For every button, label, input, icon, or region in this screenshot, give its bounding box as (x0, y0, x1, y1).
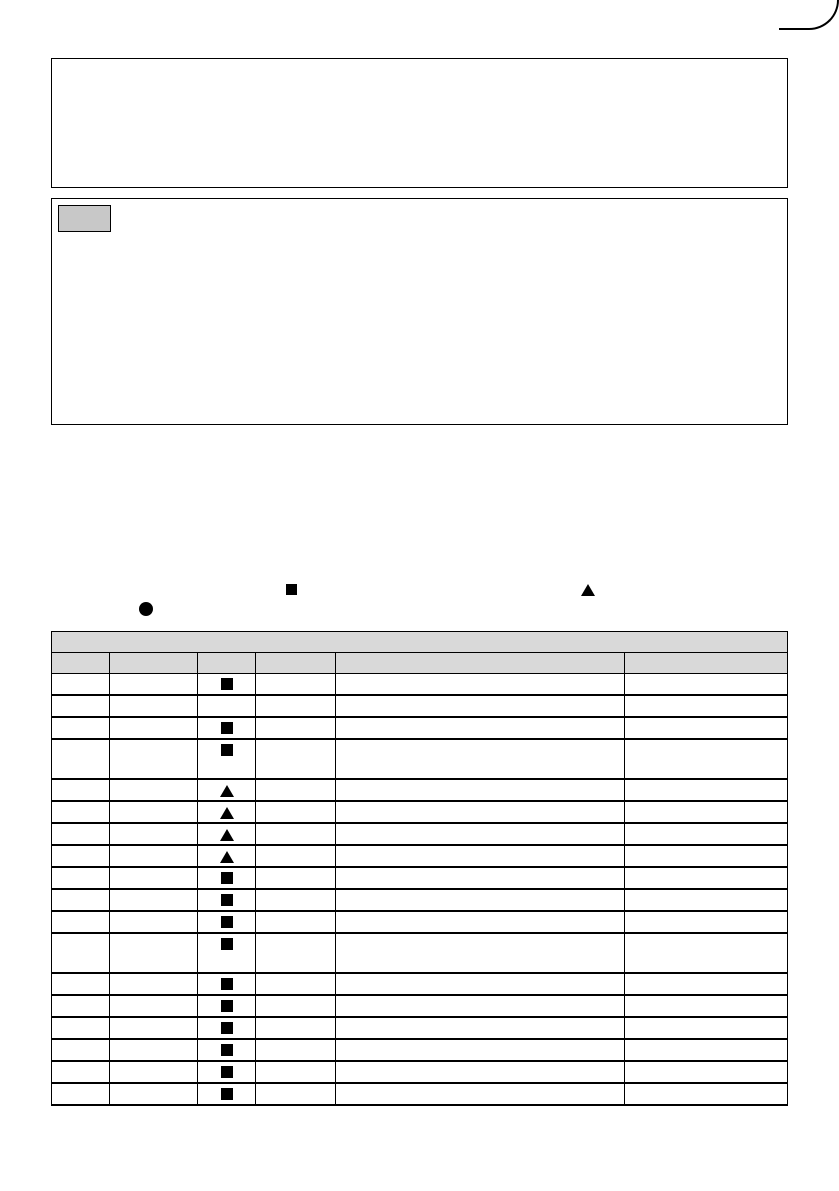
table-cell (52, 695, 110, 717)
table-cell (625, 695, 788, 717)
table-cell (198, 889, 256, 911)
table-cell (256, 1083, 336, 1105)
table-cell (625, 739, 788, 779)
table-cell (336, 995, 625, 1017)
table-cell (336, 1017, 625, 1039)
table-cell (336, 823, 625, 845)
table-cell (256, 933, 336, 973)
table-cell (625, 867, 788, 889)
table-cell (52, 1039, 110, 1061)
table-cell (198, 1083, 256, 1105)
table-cell (256, 674, 336, 696)
table-cell (52, 674, 110, 696)
table-cell (198, 933, 256, 973)
table-cell (52, 1017, 110, 1039)
table-row (52, 823, 788, 845)
table-row (52, 801, 788, 823)
square-icon (221, 1044, 233, 1056)
square-icon (221, 1022, 233, 1034)
table-row (52, 739, 788, 779)
table-cell (625, 717, 788, 739)
table-cell (52, 779, 110, 801)
table-cell (110, 1083, 198, 1105)
table-cell (256, 779, 336, 801)
header-cell (336, 653, 625, 674)
table-cell (110, 867, 198, 889)
table-cell (110, 845, 198, 867)
table-cell (198, 1039, 256, 1061)
table-cell (625, 933, 788, 973)
table-cell (198, 1017, 256, 1039)
table-cell (198, 695, 256, 717)
table-cell (52, 889, 110, 911)
table-cell (110, 801, 198, 823)
table-cell (625, 801, 788, 823)
header-cell (52, 653, 110, 674)
table-cell (110, 717, 198, 739)
table-cell (256, 867, 336, 889)
table-cell (256, 973, 336, 995)
table-cell (110, 779, 198, 801)
table-cell (198, 867, 256, 889)
triangle-icon (220, 851, 234, 863)
square-icon (221, 938, 233, 950)
table-cell (256, 1039, 336, 1061)
table-cell (336, 739, 625, 779)
table-row (52, 889, 788, 911)
square-icon (221, 1088, 233, 1100)
corner-fold-mark (779, 0, 839, 30)
table-cell (256, 739, 336, 779)
table-title-cell (52, 632, 788, 653)
table-cell (52, 823, 110, 845)
table-cell (256, 823, 336, 845)
table-cell (256, 995, 336, 1017)
table-cell (336, 1039, 625, 1061)
table-cell (110, 911, 198, 933)
table-row (52, 867, 788, 889)
table-cell (198, 1061, 256, 1083)
table-cell (110, 695, 198, 717)
table-cell (336, 801, 625, 823)
info-box (51, 58, 788, 188)
table-cell (110, 1039, 198, 1061)
square-icon (221, 894, 233, 906)
square-icon (221, 722, 233, 734)
table-cell (336, 889, 625, 911)
table-cell (625, 995, 788, 1017)
table-row (52, 973, 788, 995)
table-cell (52, 911, 110, 933)
table-cell (625, 1039, 788, 1061)
table-cell (198, 973, 256, 995)
table-cell (198, 739, 256, 779)
table-cell (110, 823, 198, 845)
table-cell (336, 674, 625, 696)
table-header-row (52, 653, 788, 674)
table-row (52, 1083, 788, 1105)
table-row (52, 933, 788, 973)
table-cell (625, 973, 788, 995)
table-cell (52, 995, 110, 1017)
table-cell (625, 779, 788, 801)
table-cell (336, 1061, 625, 1083)
table-body (52, 674, 788, 1106)
table-cell (256, 695, 336, 717)
table-row (52, 1061, 788, 1083)
table-cell (336, 695, 625, 717)
table-cell (256, 889, 336, 911)
table-cell (625, 889, 788, 911)
table-cell (625, 823, 788, 845)
table-row (52, 845, 788, 867)
table-row (52, 995, 788, 1017)
square-icon (221, 978, 233, 990)
table-cell (625, 911, 788, 933)
table-cell (256, 801, 336, 823)
table-cell (52, 801, 110, 823)
table-cell (336, 867, 625, 889)
table-cell (198, 779, 256, 801)
table-cell (110, 973, 198, 995)
table-cell (52, 845, 110, 867)
table-cell (256, 845, 336, 867)
table-cell (336, 845, 625, 867)
table-cell (625, 1061, 788, 1083)
legend-square-icon (286, 584, 297, 595)
table-cell (110, 674, 198, 696)
table-cell (336, 779, 625, 801)
table-cell (198, 845, 256, 867)
table-cell (52, 1061, 110, 1083)
table-row (52, 911, 788, 933)
note-box (51, 198, 788, 425)
table-cell (110, 739, 198, 779)
spec-table (51, 631, 788, 1106)
table-cell (52, 933, 110, 973)
table-cell (625, 674, 788, 696)
table-cell (52, 739, 110, 779)
table-cell (198, 717, 256, 739)
table-title-row (52, 632, 788, 653)
table-cell (52, 973, 110, 995)
triangle-icon (220, 829, 234, 841)
table-cell (625, 1083, 788, 1105)
header-cell (110, 653, 198, 674)
table-cell (256, 717, 336, 739)
table-row (52, 695, 788, 717)
table-cell (256, 911, 336, 933)
square-icon (221, 916, 233, 928)
table-cell (198, 995, 256, 1017)
table-cell (625, 1017, 788, 1039)
legend-triangle-icon (581, 584, 595, 596)
triangle-icon (220, 807, 234, 819)
header-cell (256, 653, 336, 674)
table-cell (256, 1017, 336, 1039)
table-cell (336, 717, 625, 739)
table-cell (336, 933, 625, 973)
table-cell (336, 1083, 625, 1105)
table-cell (52, 1083, 110, 1105)
square-icon (221, 1000, 233, 1012)
square-icon (221, 872, 233, 884)
table-row (52, 1039, 788, 1061)
table-cell (110, 889, 198, 911)
table-cell (198, 823, 256, 845)
square-icon (221, 1066, 233, 1078)
table-cell (336, 911, 625, 933)
table-cell (256, 1061, 336, 1083)
table-row (52, 717, 788, 739)
square-icon (221, 744, 233, 756)
legend-circle-icon (139, 602, 153, 616)
table-cell (198, 801, 256, 823)
table-cell (110, 933, 198, 973)
square-icon (221, 678, 233, 690)
table-cell (625, 845, 788, 867)
triangle-icon (220, 785, 234, 797)
table-cell (198, 674, 256, 696)
table-cell (52, 867, 110, 889)
table-cell (198, 911, 256, 933)
table-cell (336, 973, 625, 995)
table-row (52, 674, 788, 696)
table-cell (110, 1061, 198, 1083)
table-cell (110, 1017, 198, 1039)
table-row (52, 1017, 788, 1039)
header-cell (625, 653, 788, 674)
header-cell (198, 653, 256, 674)
table-cell (52, 717, 110, 739)
table-row (52, 779, 788, 801)
note-tag (58, 205, 111, 232)
table-cell (110, 995, 198, 1017)
